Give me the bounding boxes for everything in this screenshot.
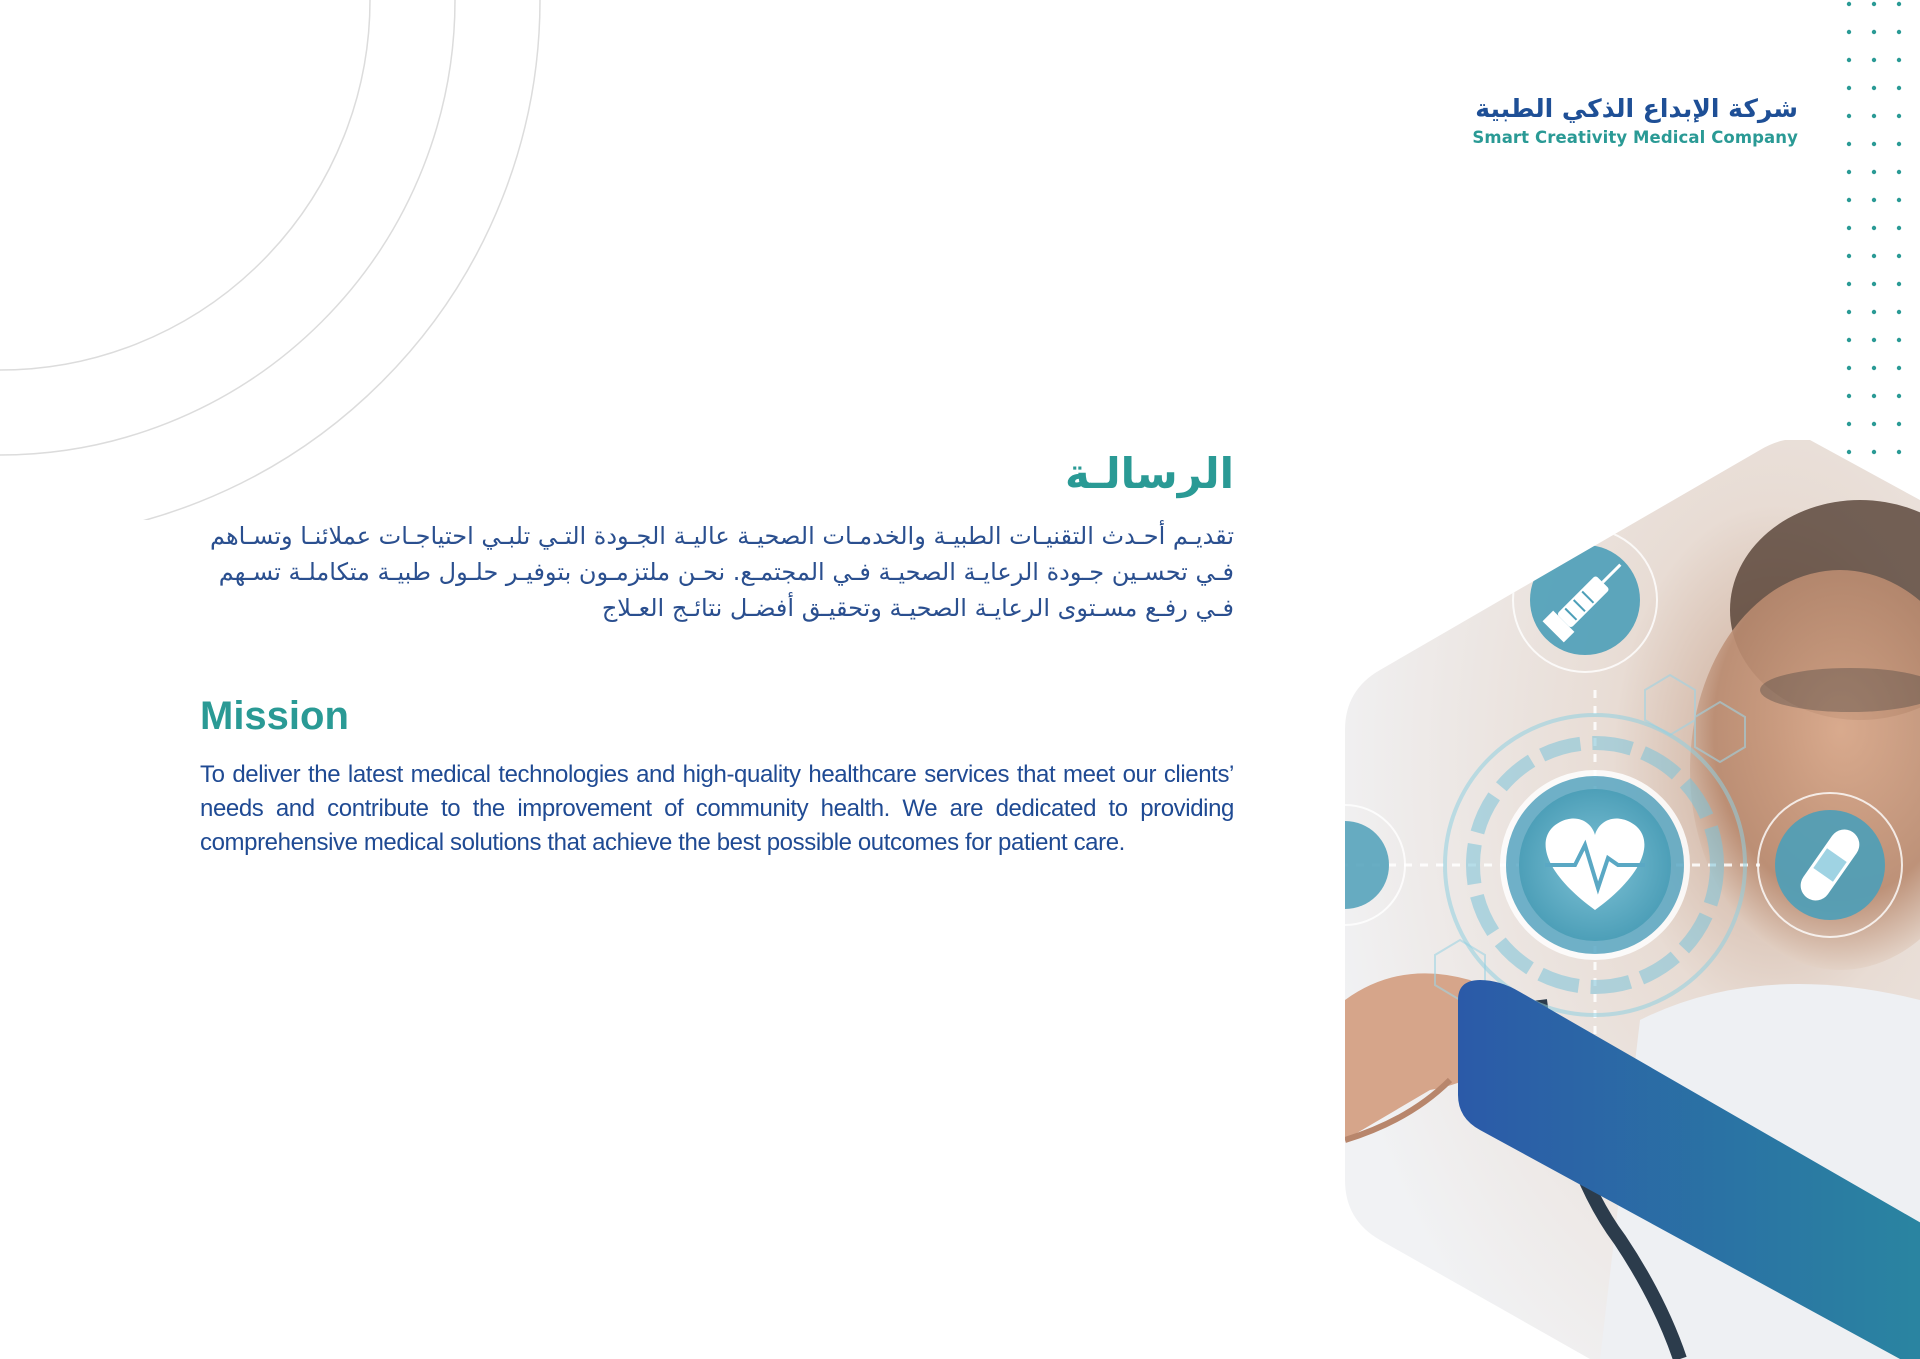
bandage-icon [1758,793,1902,937]
mission-arabic-title: الرسالـة [1065,449,1234,498]
decorative-arcs [0,0,560,520]
doctor-photo-illustration [1340,440,1920,1359]
syringe-icon [1513,528,1657,672]
company-logo [1472,92,1798,150]
mission-english-body: To deliver the latest medical technologies and high-quality healthcare services that meet our clients’ needs and contribute to the improvement of community health. We are dedicated to providing comprehensive medical solutions that achieve the best possible outcomes for patient care. [200,761,1234,856]
mission-arabic-body: تقديـم أحـدث التقنيـات الطبيـة والخدمـات الصحيـة عاليـة الجـودة التـي تلبـي احتياجـات عملائنـا وتسـاهم فـي تحسـين جـودة الرعايـة الصحيـة فـي المجتمـع. نحـن ملتزمـون بتوفيـر حلـول طبيـة متكاملـة تسـهم فـي رفـع مسـتوى الرعايـة الصحيـة وتحقيـق أفضـل نتائـج العـلاج [209,522,1234,622]
logo-arabic-name: شركة الإبداع الذكي الطبية [1475,94,1798,123]
decorative-dot-grid [1830,0,1920,500]
mission-english-section [200,692,1234,860]
mission-english-title: Mission [200,694,349,738]
mission-arabic-section [200,448,1234,626]
logo-english-name: Smart Creativity Medical Company [1472,128,1798,147]
